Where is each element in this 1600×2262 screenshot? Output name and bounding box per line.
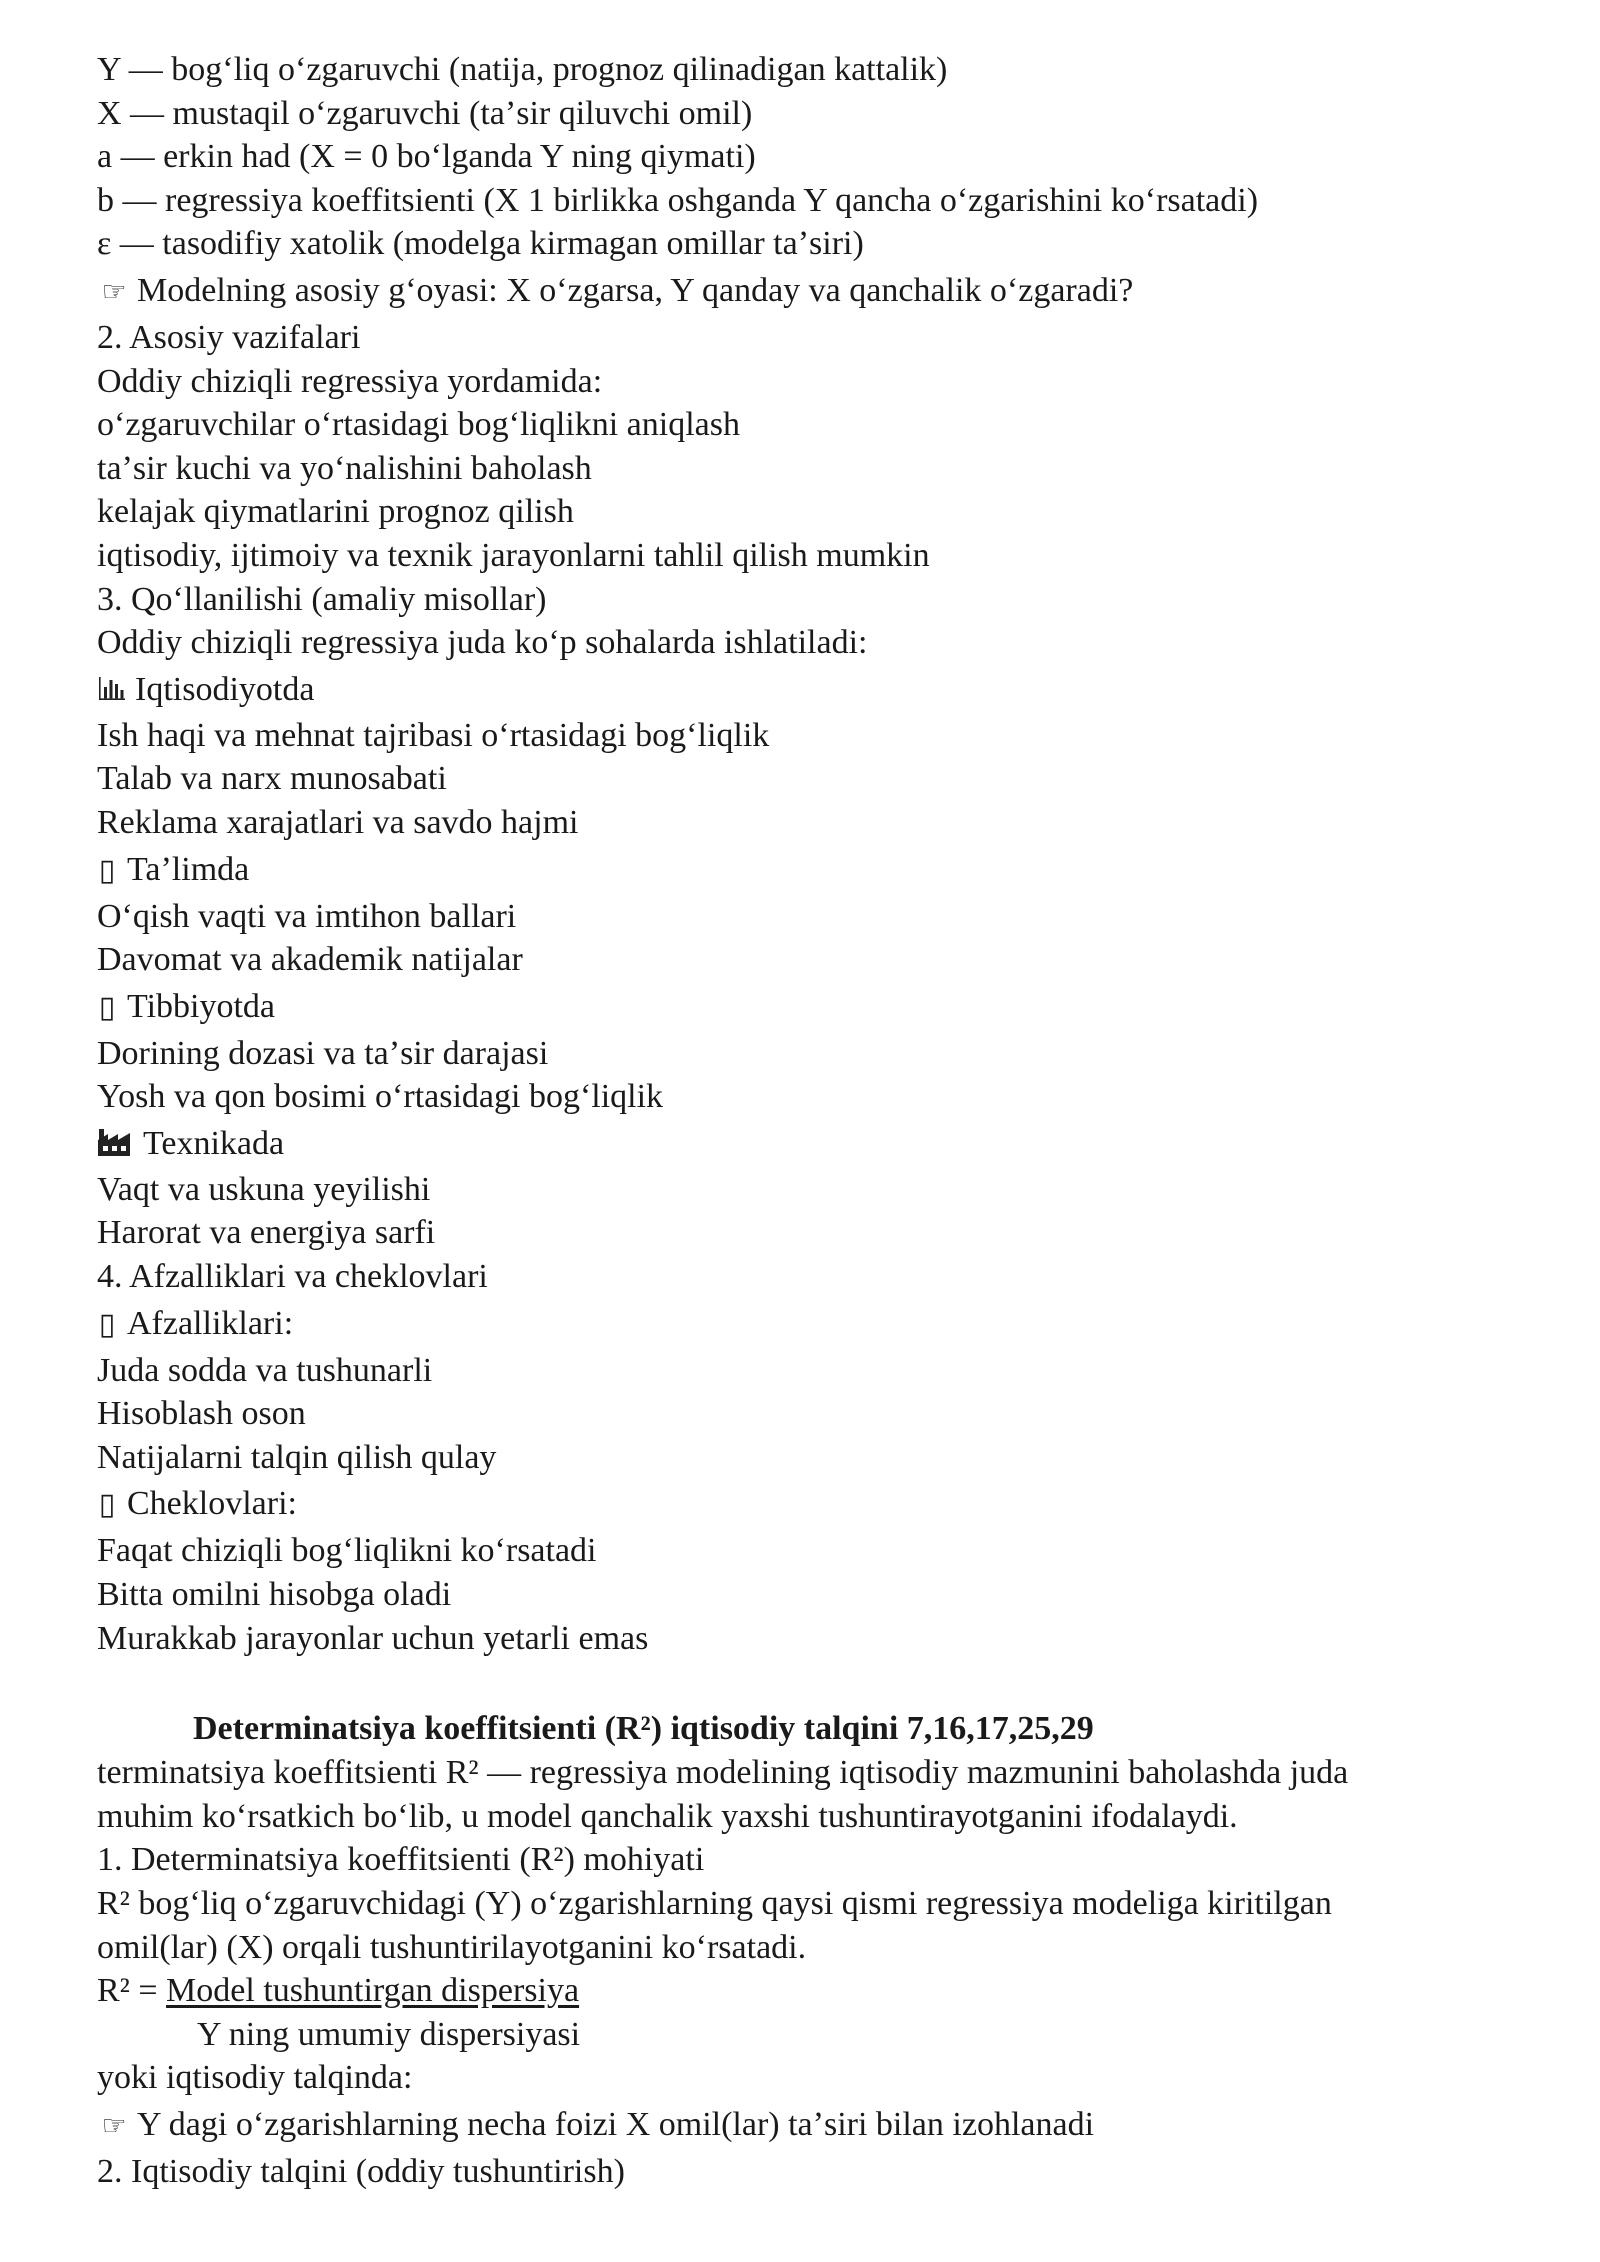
section-title: 2. Iqtisodiy talqini (oddiy tushuntirish) (97, 2152, 625, 2190)
education-title-text: Taʼlimda (127, 850, 250, 888)
blank-line (97, 1660, 1517, 1706)
section-title: 3. Qoʻllanilishi (amaliy misollar) (97, 580, 547, 618)
text-line: b — regressiya koeffitsienti (X 1 birlikka oshganda Y qancha oʻzgarishini koʻrsatadi) (97, 181, 1259, 219)
formula-lhs: R² = (97, 1972, 167, 2010)
list-item: Natijalarni talqin qilish qulay (97, 1438, 497, 1476)
page-heading: Determinatsiya koeffitsienti (R²) iqtisodiy talqini 7,16,17,25,29 (193, 1710, 1094, 1748)
text-line: a — erkin had (X = 0 boʻlganda Y ning qiymati) (97, 138, 756, 176)
advantages-title (97, 1299, 1517, 1349)
medicine-title (97, 982, 1517, 1032)
idea-text: Modelning asosiy gʻoyasi: X oʻzgarsa, Y qanday va qanchalik oʻzgaradi? (137, 271, 1134, 309)
list-item: Dorining dozasi va taʼsir darajasi (97, 1034, 549, 1072)
bar-chart-icon (97, 676, 127, 702)
tech-title (97, 1119, 1517, 1168)
formula-denominator: Y ning umumiy dispersiyasi (197, 2015, 581, 2053)
economy-title-text: Iqtisodiyotda (135, 670, 315, 708)
list-item: Oʻqish vaqti va imtihon ballari (97, 897, 517, 935)
document-body (97, 48, 1517, 2194)
list-item: Reklama xarajatlari va savdo hajmi (97, 803, 579, 841)
interpretation-text: Y dagi oʻzgarishlarning necha foizi X omil(lar) taʼsiri bilan izohlanadi (137, 2105, 1095, 2143)
economy-title (97, 665, 1517, 714)
list-item: Faqat chiziqli bogʻliqlikni koʻrsatadi (97, 1532, 597, 1570)
text-line: R² bogʻliq oʻzgaruvchidagi (Y) oʻzgarishlarning qaysi qismi regressiya modeliga kiritilgan (97, 1885, 1332, 1922)
interpretation-line (97, 2100, 1517, 2150)
list-item: Murakkab jarayonlar uchun yetarli emas (97, 1619, 649, 1657)
factory-icon (97, 1127, 131, 1157)
text-line: Oddiy chiziqli regressiya juda koʻp sohalarda ishlatiladi: (97, 624, 868, 662)
text-line: yoki iqtisodiy talqinda: (97, 2059, 413, 2097)
limitations-title (97, 1479, 1517, 1529)
list-item: iqtisodiy, ijtimoiy va texnik jarayonlarni tahlil qilish mumkin (97, 536, 930, 574)
education-title (97, 845, 1517, 895)
list-item: Bitta omilni hisobga oladi (97, 1576, 452, 1614)
list-item: taʼsir kuchi va yoʻnalishini baholash (97, 449, 592, 487)
list-item: Ish haqi va mehnat tajribasi oʻrtasidagi bogʻliqlik (97, 716, 770, 754)
list-item: oʻzgaruvchilar oʻrtasidagi bogʻliqlikni aniqlash (97, 406, 740, 444)
section-title: 2. Asosiy vazifalari (97, 318, 361, 356)
missing-glyph-icon: ▯ (98, 1487, 116, 1523)
limitations-title-text: Cheklovlari: (127, 1485, 297, 1523)
formula-numerator: Model tushuntirgan dispersiya (166, 1972, 580, 2010)
section-title: 1. Determinatsiya koeffitsienti (R²) mohiyati (97, 1841, 705, 1879)
list-item: Hisoblash oson (97, 1395, 306, 1433)
pointing-hand-icon: ☞ (101, 2108, 127, 2142)
list-item: Harorat va energiya sarfi (97, 1214, 436, 1252)
advantages-title-text: Afzalliklari: (127, 1304, 294, 1342)
list-item: Yosh va qon bosimi oʻrtasidagi bogʻliqlik (97, 1078, 664, 1116)
list-item: Davomat va akademik natijalar (97, 941, 523, 979)
list-item: Juda sodda va tushunarli (97, 1351, 433, 1389)
text-line: Oddiy chiziqli regressiya yordamida: (97, 362, 603, 400)
text-line: X — mustaqil oʻzgaruvchi (taʼsir qiluvchi omil) (97, 94, 753, 132)
missing-glyph-icon: ▯ (98, 989, 116, 1025)
list-item: Talab va narx munosabati (97, 760, 447, 798)
text-line: ε — tasodifiy xatolik (modelga kirmagan omillar taʼsiri) (97, 225, 864, 263)
section-title: 4. Afzalliklari va cheklovlari (97, 1258, 488, 1296)
list-item: kelajak qiymatlarini prognoz qilish (97, 493, 574, 531)
text-line: terminatsiya koeffitsienti R² — regressiya modelining iqtisodiy mazmunini baholashda juda (97, 1754, 1349, 1792)
pointing-hand-icon: ☞ (101, 274, 127, 308)
missing-glyph-icon: ▯ (98, 852, 116, 888)
text-line: omil(lar) (X) orqali tushuntirilayotganini koʻrsatadi. (97, 1928, 807, 1966)
formula-line (97, 1969, 1517, 2013)
tech-title-text: Texnikada (143, 1124, 285, 1162)
idea-line (97, 266, 1517, 316)
missing-glyph-icon: ▯ (98, 1306, 116, 1342)
list-item: Vaqt va uskuna yeyilishi (97, 1170, 431, 1208)
text-line: muhim koʻrsatkich boʻlib, u model qanchalik yaxshi tushuntirayotganini ifodalaydi. (97, 1797, 1238, 1835)
text-line: Y — bogʻliq oʻzgaruvchi (natija, prognoz qilinadigan kattalik) (97, 51, 948, 88)
medicine-title-text: Tibbiyotda (127, 987, 276, 1025)
